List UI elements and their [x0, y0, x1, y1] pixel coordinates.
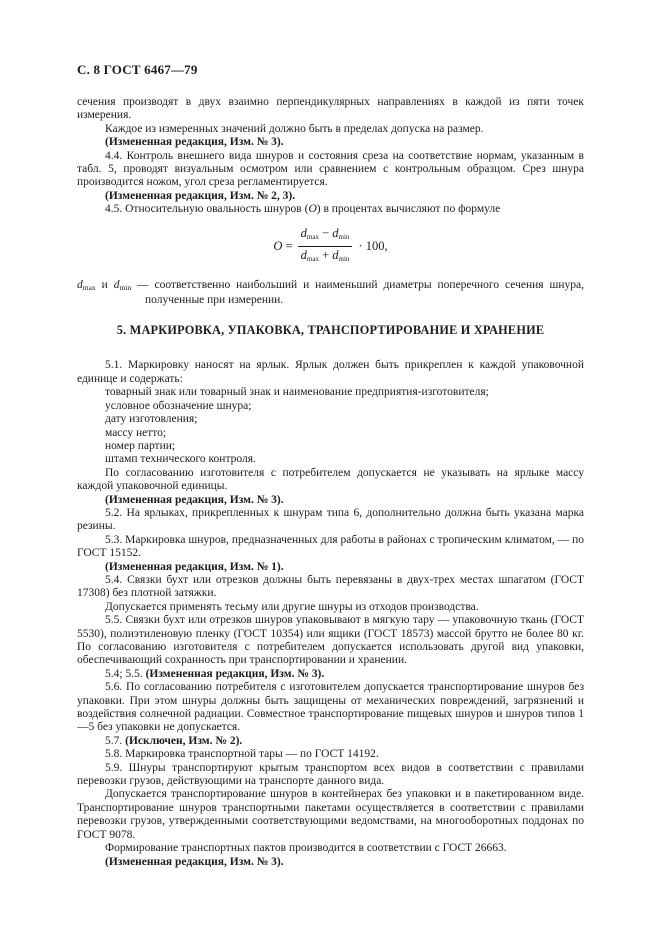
list-item: массу нетто; — [105, 426, 167, 439]
paragraph: сечения производят в двух взаимно перпендикулярных направлениях в каждой из пяти точек измерения. — [77, 96, 584, 122]
revision-note: 5.7. (Исключен, Изм. № 2). — [105, 734, 243, 747]
paragraph: 5.6. По согласованию потребителя с изготовителем допускается транспортирование шнуров без упаковки. При этом шнуры должны быть защищены от механических повреждений, загрязнений и воздействия солнечной радиации. Совместное транспортирование пищевых шнуров и шнуров типов 1—5 без упаковки не допускается. — [77, 681, 584, 734]
list-item: дату изготовления; — [105, 413, 198, 426]
paragraph: По согласованию изготовителя с потребителем допускается не указывать на ярлыке массу каждой упаковочной единицы. — [77, 466, 584, 493]
paragraph: Каждое из измеренных значений должно быть в пределах допуска на размер. — [105, 122, 484, 135]
revision-note: 5.4; 5.5. (Измененная редакция, Изм. № 3). — [105, 667, 325, 680]
revision-note: (Измененная редакция, Изм. № 3). — [105, 493, 284, 506]
ovality-formula: О = $\frac{dmax - dmin}{dmax + dmin}$ · 100, — [273, 225, 388, 263]
paragraph: 5.9. Шнуры транспортируют крытым транспортом всех видов в соответствии с правилами перевозки грузов, действующими на транспорте данного вида. — [77, 761, 584, 788]
paragraph: Формирование транспортных пактов производится в соответствии с ГОСТ 26663. — [105, 842, 507, 855]
paragraph: 5.2. На ярлыках, прикрепленных к шнурам типа 6, дополнительно должна быть указана марка резины. — [77, 506, 584, 533]
section-heading: 5. МАРКИРОВКА, УПАКОВКА, ТРАНСПОРТИРОВАНИЕ И ХРАНЕНИЕ — [116, 323, 545, 338]
definition: $d_{max}$ и $d_{min}$ — соответственно наибольший и наименьший диаметры поперечного сечения шнура, полученные при измерении. — [77, 278, 585, 307]
list-item: номер партии; — [105, 439, 176, 452]
document-body — [77, 96, 584, 869]
paragraph: Допускается применять тесьму или другие шнуры из отходов производства. — [105, 600, 479, 613]
revision-note: (Измененная редакция, Изм. № 1). — [105, 560, 284, 573]
paragraph: 5.1. Маркировку наносят на ярлык. Ярлык должен быть прикреплен к каждой упаковочной единице и содержать: — [77, 359, 584, 385]
paragraph: 5.8. Маркировка транспортной тары — по ГОСТ 14192. — [105, 748, 379, 761]
paragraph: 5.3. Маркировка шнуров, предназначенных для работы в районах с тропическим климатом, — по ГОСТ 15152. — [77, 533, 584, 560]
list-item: товарный знак или товарный знак и наименование предприятия-изготовителя; — [105, 386, 489, 399]
paragraph: Допускается транспортирование шнуров в контейнерах без упаковки и в пакетированном виде. Транспортирование шнуров транспортными пакетами осуществляется в соответствии с правилами перевозки грузов, утвержденными соответствующими ведомствами, на многооборотных поддонах по ГОСТ 9078. — [77, 788, 584, 841]
revision-note: (Измененная редакция, Изм. № 2, 3). — [105, 189, 296, 202]
paragraph: 4.5. Относительную овальность шнуров (О) в процентах вычисляют по формуле — [105, 203, 501, 216]
paragraph: 4.4. Контроль внешнего вида шнуров и состояния среза на соответствие нормам, указанным в табл. 5, проводят визуальным осмотром или сравнением с контрольным образцом. Срез шнура производится ножом, угол среза регламентируется. — [77, 149, 584, 189]
list-item: условное обозначение шнура; — [105, 399, 252, 412]
page-header: С. 8 ГОСТ 6467—79 — [77, 62, 198, 77]
revision-note: (Измененная редакция, Изм. № 3). — [105, 136, 284, 149]
list-item: штамп технического контроля. — [105, 453, 256, 466]
paragraph: 5.5. Связки бухт или отрезков шнуров упаковывают в мягкую тару — упаковочную ткань (ГОСТ 5530), полиэтиленовую пленку (ГОСТ 10354) или ящики (ГОСТ 18573) массой брутто не более 80 кг. По согласованию изготовителя с потребителем допускается использовать другой вид упаковки, обеспечивающий сохранность при транспортировании и хранении. — [77, 614, 584, 667]
paragraph: 5.4. Связки бухт или отрезков должны быть перевязаны в двух-трех местах шпагатом (ГОСТ 17308) без плотной затяжки. — [77, 573, 584, 600]
revision-note: (Измененная редакция, Изм. № 3). — [105, 855, 284, 868]
